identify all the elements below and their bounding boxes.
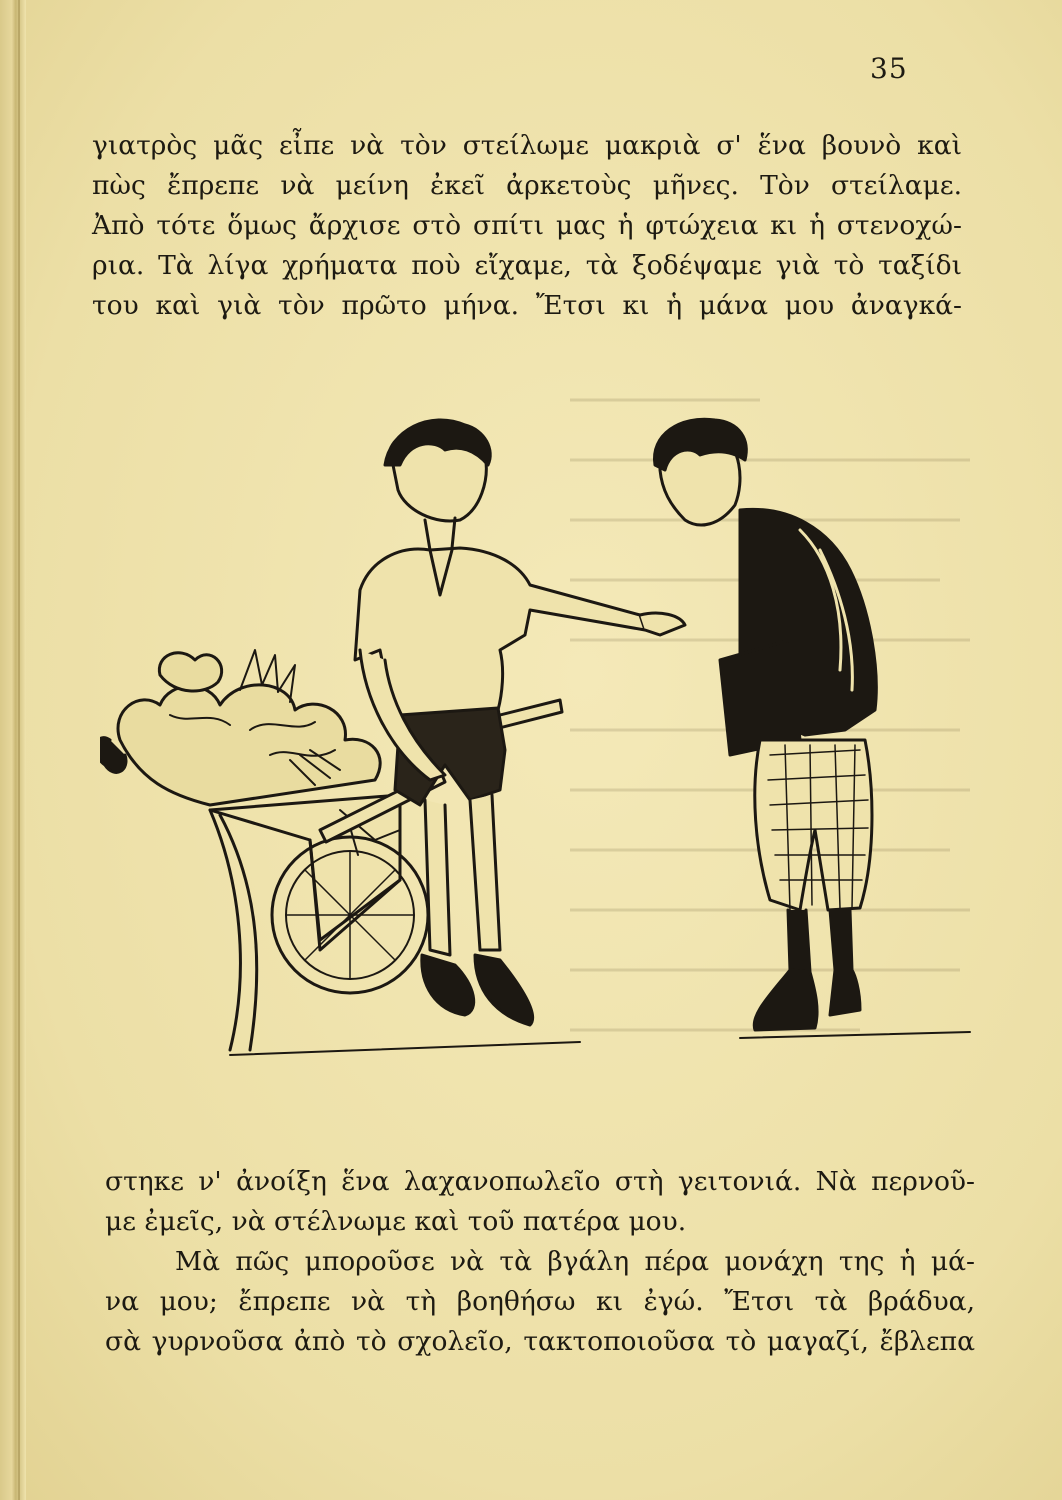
paragraph-top [92,126,962,326]
text-line: στηκε ν' ἀνοίξη ἕνα λαχανοπωλεῖο στὴ γειτονιά. Νὰ περνοῦ- [105,1166,975,1197]
text-line: γιατρὸς μᾶς εἶπε νὰ τὸν στείλωμε μακριὰ σ' ἕνα βουνὸ καὶ [92,130,962,161]
text-line: του καὶ γιὰ τὸν πρῶτο μήνα. Ἔτσι κι ἡ μάνα μου ἀναγκά- [92,290,962,321]
text-line: με ἐμεῖς, νὰ στέλνωμε καὶ τοῦ πατέρα μου. [105,1206,687,1237]
text-line: Ἀπὸ τότε ὅμως ἄρχισε στὸ σπίτι μας ἡ φτώχεια κι ἡ στενοχώ- [92,210,962,241]
paragraph-bottom [105,1162,975,1362]
illustration [100,410,980,1080]
book-spine [0,0,26,1500]
schoolboy [654,419,876,1030]
spine-fold-line [18,0,20,1500]
text-line: πὼς ἔπρεπε νὰ μείνη ἐκεῖ ἀρκετοὺς μῆνες. Τὸν στείλαμε. [92,170,962,201]
page-number: 35 [870,52,908,85]
text-line: σὰ γυρνοῦσα ἀπὸ τὸ σχολεῖο, τακτοποιοῦσα τὸ μαγαζί, ἔβλεπα [105,1326,975,1357]
text-line: ρια. Τὰ λίγα χρήματα ποὺ εἴχαμε, τὰ ξοδέψαμε γιὰ τὸ ταξίδι [92,250,962,281]
text-line: Μὰ πῶς μποροῦσε νὰ τὰ βγάλη πέρα μονάχη της ἡ μά- [175,1246,975,1277]
text-line: να μου; ἔπρεπε νὰ τὴ βοηθήσω κι ἐγώ. Ἔτσι τὰ βράδυα, [105,1286,975,1317]
